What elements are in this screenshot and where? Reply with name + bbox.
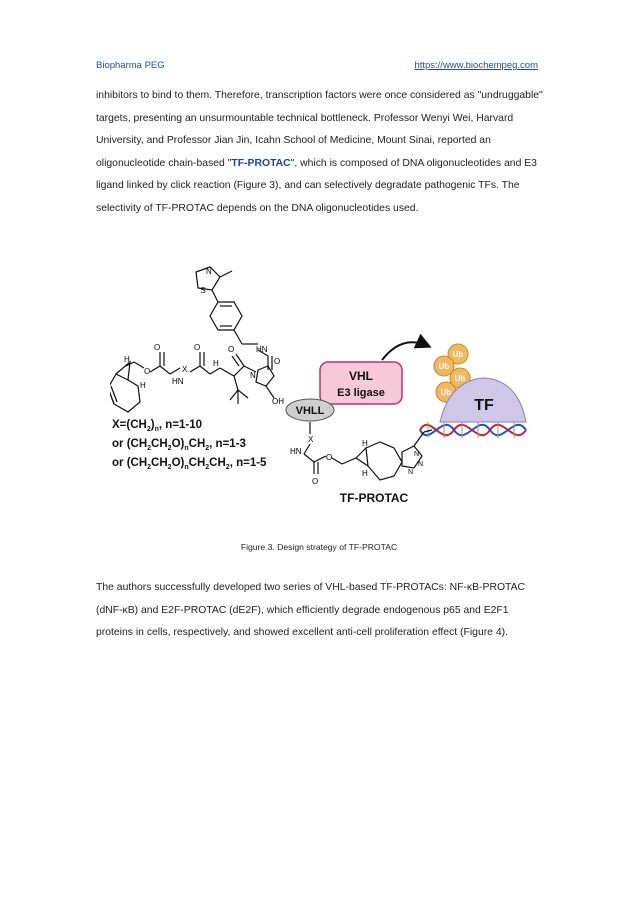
atom-h-right-bottom: H <box>362 469 368 478</box>
paragraph-intro <box>96 85 546 220</box>
header-brand: Biopharma PEG <box>96 60 165 71</box>
ub-label-4: Ub <box>440 388 452 397</box>
vhll-label: VHLL <box>295 405 325 417</box>
atom-o-amide: O <box>274 357 281 366</box>
formula-peg-short: or $(CH_2CH_2O)_nCH_2$, n=1-3 <box>112 438 246 452</box>
atom-h-bcn-bottom: H <box>140 381 146 390</box>
atom-h-right-top: H <box>362 439 368 448</box>
atom-n-triazole-3: N <box>408 469 414 476</box>
formula-peg-long: or $(CH_2CH_2O)_nCH_2CH_2$, n=1-5 <box>112 457 267 471</box>
tf-label: TF <box>474 397 494 414</box>
atom-o-right-ester: O <box>326 453 333 462</box>
atom-h-n: H <box>213 359 219 368</box>
paragraph-intro-text-b: ", which is composed of DNA oligonucleotides and E3 ligand linked by click reaction (Figure 3), and can selectively degradate pathogenic TFs. The selectivity of TF-PROTAC depends on the DNA oligonucleotides used. <box>96 157 537 214</box>
page-header <box>96 60 538 76</box>
tf-protac-highlight: TF-PROTAC <box>231 157 291 169</box>
atom-s: S <box>200 286 206 295</box>
header-url-link[interactable]: https://www.biochempeg.com <box>414 60 538 71</box>
atom-o-carbamate: O <box>154 343 161 352</box>
ub-label-3: Ub <box>454 374 466 383</box>
ub-label-1: Ub <box>452 350 464 359</box>
atom-o-right-carbonyl: O <box>312 477 319 486</box>
tf-protac-label: TF-PROTAC <box>339 491 409 505</box>
atom-n-pyrrolidine: N <box>250 371 256 380</box>
paragraph-intro-text-a: inhibitors to bind to them. Therefore, transcription factors were once considered as "undruggable" targets, presenting an unsurmountable technical bottleneck. Professor Wenyi Wei, Harvard University, and Professor Jian Jin, Icahn School of Medicine, Mount Sinai, reported an oligonucleotide chain-based " <box>96 90 543 169</box>
atom-hn-right: HN <box>290 447 302 456</box>
atom-x-linker: X <box>182 365 188 374</box>
atom-n-triazole-1: N <box>414 451 420 458</box>
e3-ligase-label: E3 ligase <box>337 387 385 399</box>
atom-hn-carbamate: HN <box>172 377 184 386</box>
atom-o-ester: O <box>144 367 151 376</box>
ubiquitination-arrow <box>382 342 428 360</box>
atom-o-linker: O <box>194 343 201 352</box>
ub-label-2: Ub <box>438 362 450 371</box>
atom-oh: OH <box>272 397 284 406</box>
formula-alkyl: $X=(CH_2)_n$, n=1-10 <box>112 419 203 433</box>
paragraph-results: The authors successfully developed two series of VHL-based TF-PROTACs: NF-κB-PROTAC (dNF-κB) and E2F-PROTAC (dE2F), which efficiently degrade endogenous p65 and E2F1 proteins in cells, respectively, and showed excellent anti-cell proliferation effect (Figure 4). <box>96 582 526 638</box>
dna-helix <box>420 422 526 438</box>
atom-h-bcn-top: H <box>124 355 130 364</box>
figure-3-diagram <box>110 262 530 510</box>
atom-n-triazole-2: N <box>418 461 424 468</box>
atom-n-thiazole: N <box>206 267 212 276</box>
atom-o-carbonyl: O <box>228 345 235 354</box>
figure-caption: Figure 3. Design strategy of TF-PROTAC <box>240 542 398 552</box>
atom-x-right: X <box>308 435 314 444</box>
atom-hn-amide: HN <box>256 345 268 354</box>
bcn-structure <box>110 362 140 412</box>
vhl-label: VHL <box>349 369 373 383</box>
